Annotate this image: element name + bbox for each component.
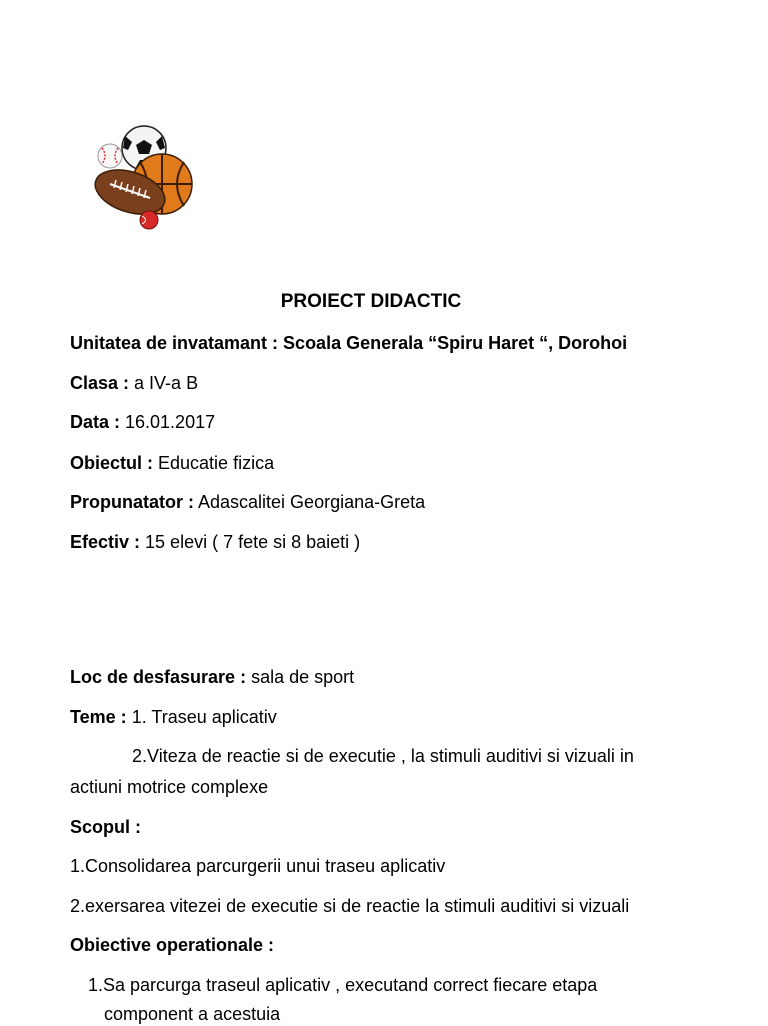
loc-line xyxy=(70,665,354,689)
teme-label: Teme : xyxy=(70,707,127,727)
obiective-item-1-line-1: 1.Sa parcurga traseul aplicativ , executand correct fiecare etapa xyxy=(88,975,598,995)
obiectul-label: Obiectul : xyxy=(70,453,154,473)
teme-line xyxy=(70,705,277,729)
efectiv-value: 15 elevi ( 7 fete si 8 baieti ) xyxy=(140,532,361,552)
clasa-label: Clasa : xyxy=(70,373,130,393)
scopul-item-2: 2.exersarea vitezei de executie si de reactie la stimuli auditivi si vizuali xyxy=(70,896,630,916)
data-label: Data : xyxy=(70,412,121,432)
obiectul-line xyxy=(70,451,274,475)
propunator-value: Adascalitei Georgiana-Greta xyxy=(194,492,426,512)
propunator-line xyxy=(70,490,425,514)
loc-label: Loc de desfasurare : xyxy=(70,667,247,687)
unitatea-line: Unitatea de invatamant : Scoala Generala “Spiru Haret “, Dorohoi xyxy=(70,333,628,353)
efectiv-line xyxy=(70,530,360,554)
clasa-value: a IV-a B xyxy=(129,373,199,393)
obiectul-value: Educatie fizica xyxy=(153,453,275,473)
data-value: 16.01.2017 xyxy=(120,412,216,432)
baseball-icon xyxy=(98,144,122,168)
cricket-ball-icon xyxy=(140,211,158,229)
scopul-label: Scopul : xyxy=(70,817,141,837)
efectiv-label: Efectiv : xyxy=(70,532,141,552)
clasa-line xyxy=(70,371,198,395)
teme-item-2-line-2: actiuni motrice complexe xyxy=(70,777,269,797)
page-title: PROIECT DIDACTIC xyxy=(280,291,462,312)
loc-value: sala de sport xyxy=(246,667,355,687)
obiective-item-1-line-2: component a acestuia xyxy=(104,1004,281,1024)
teme-item-2-line-1: 2.Viteza de reactie si de executie , la stimuli auditivi si vizuali in xyxy=(132,746,634,766)
scopul-item-1: 1.Consolidarea parcurgerii unui traseu aplicativ xyxy=(70,856,446,876)
teme-item-1: 1. Traseu aplicativ xyxy=(126,707,277,727)
obiective-label: Obiective operationale : xyxy=(70,935,275,955)
sports-balls-logo xyxy=(92,122,198,234)
propunator-label: Propunatator : xyxy=(70,492,194,512)
data-line xyxy=(70,410,215,434)
